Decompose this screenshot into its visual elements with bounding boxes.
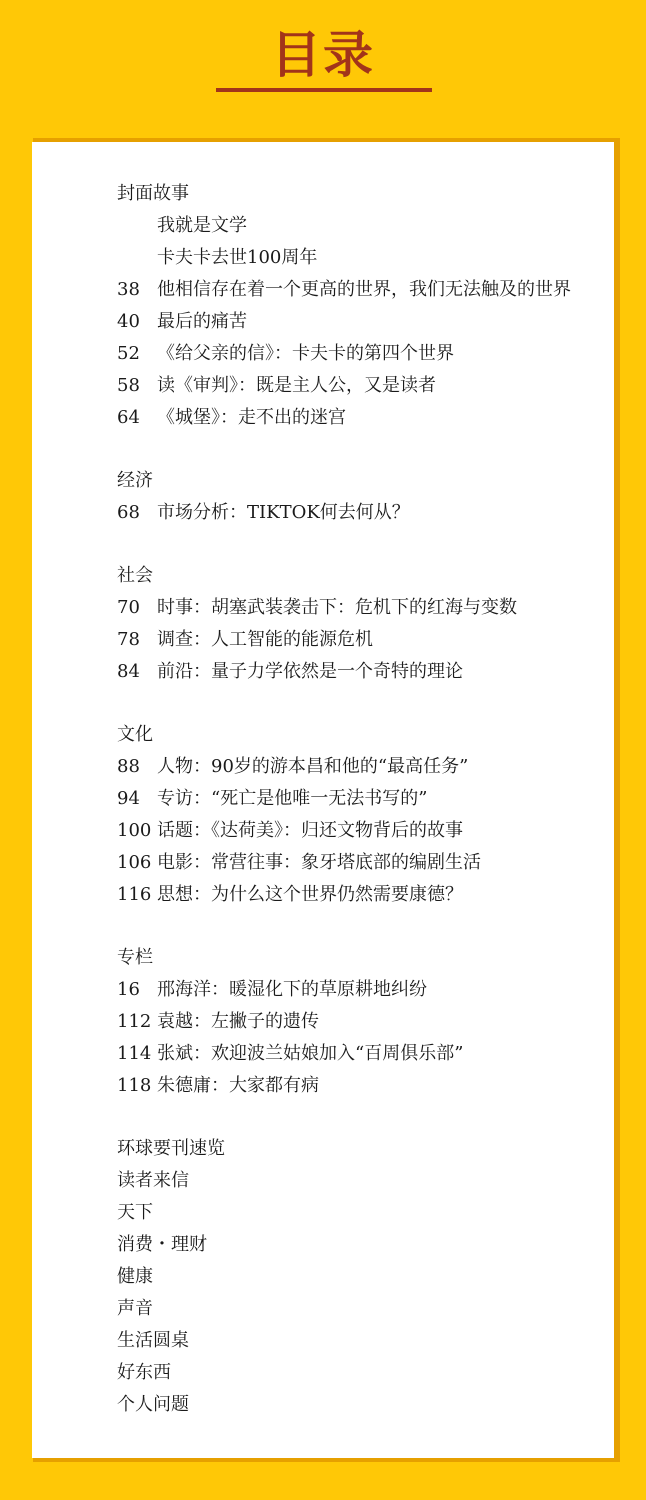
section-title: 封面故事	[117, 183, 189, 204]
department-item[interactable]: 声音	[117, 1298, 153, 1319]
entry-page-number: 100	[117, 820, 152, 841]
entry-page-number: 78	[117, 629, 140, 650]
toc-entry[interactable]	[117, 815, 646, 847]
entry-page-number: 16	[117, 979, 140, 1000]
section-gap	[117, 529, 646, 560]
section-gap	[117, 911, 646, 942]
entry-page-number: 68	[117, 502, 140, 523]
entry-title: 我就是文学	[157, 215, 247, 236]
toc-entry[interactable]	[117, 783, 646, 815]
department-item[interactable]: 环球要刊速览	[117, 1138, 225, 1159]
toc-section	[117, 560, 646, 688]
entry-title: 读《审判》：既是主人公，又是读者	[157, 375, 436, 396]
department-item[interactable]: 读者来信	[117, 1170, 189, 1191]
toc-entry[interactable]	[117, 656, 646, 688]
toc-entry[interactable]	[117, 624, 646, 656]
toc-entry[interactable]	[117, 242, 646, 274]
department-item[interactable]: 生活圆桌	[117, 1330, 189, 1351]
toc-entry[interactable]	[117, 338, 646, 370]
section-title: 经济	[117, 470, 153, 491]
toc-entry[interactable]	[117, 1038, 646, 1070]
entry-page-number: 40	[117, 311, 140, 332]
entry-title: 专访：“死亡是他唯一无法书写的”	[157, 788, 428, 809]
toc-section	[117, 719, 646, 911]
entry-page-number: 114	[117, 1043, 152, 1064]
entry-page-number	[117, 210, 157, 242]
toc-card	[32, 142, 614, 1458]
entry-page-number: 38	[117, 279, 140, 300]
toc-entry[interactable]	[117, 751, 646, 783]
toc-entry[interactable]	[117, 306, 646, 338]
entry-title: 调查：人工智能的能源危机	[157, 629, 373, 650]
toc-entry[interactable]	[117, 879, 646, 911]
toc-entry[interactable]	[117, 370, 646, 402]
entry-page-number: 84	[117, 661, 140, 682]
page-title: 目录	[271, 26, 375, 84]
department-item[interactable]: 健康	[117, 1266, 153, 1287]
department-item[interactable]: 天下	[117, 1202, 153, 1223]
entry-page-number: 106	[117, 852, 152, 873]
toc-entry[interactable]	[117, 402, 646, 434]
entry-title: 邢海洋：暖湿化下的草原耕地纠纷	[157, 979, 427, 1000]
department-item[interactable]: 好东西	[117, 1362, 171, 1383]
entry-title: 思想：为什么这个世界仍然需要康德？	[157, 884, 463, 905]
entry-page-number: 118	[117, 1075, 152, 1096]
toc-entry[interactable]	[117, 274, 646, 306]
departments-list	[117, 1133, 646, 1421]
entry-title: 时事：胡塞武装袭击下：危机下的红海与变数	[157, 597, 517, 618]
section-title: 专栏	[117, 947, 153, 968]
entry-page-number	[117, 242, 157, 274]
toc-entry[interactable]	[117, 1006, 646, 1038]
entry-page-number: 58	[117, 375, 140, 396]
entry-title: 电影：常营往事：象牙塔底部的编剧生活	[157, 852, 481, 873]
entry-page-number: 112	[117, 1011, 152, 1032]
entry-title: 人物：90岁的游本昌和他的“最高任务”	[157, 756, 469, 777]
department-item[interactable]: 消费・理财	[117, 1234, 207, 1255]
entry-title: 《城堡》：走不出的迷宫	[157, 407, 346, 428]
toc-entry[interactable]	[117, 592, 646, 624]
section-title: 社会	[117, 565, 153, 586]
section-gap	[117, 688, 646, 719]
table-of-contents	[117, 178, 646, 1421]
entry-page-number: 88	[117, 756, 140, 777]
section-gap	[117, 434, 646, 465]
toc-entry[interactable]	[117, 974, 646, 1006]
section-gap	[117, 1102, 646, 1133]
page-header	[0, 0, 646, 138]
entry-page-number: 116	[117, 884, 152, 905]
title-underline	[216, 88, 432, 92]
section-title: 文化	[117, 724, 153, 745]
entry-title: 朱德庸：大家都有病	[157, 1075, 319, 1096]
department-item[interactable]: 个人问题	[117, 1394, 189, 1415]
entry-title: 最后的痛苦	[157, 311, 247, 332]
entry-page-number: 70	[117, 597, 140, 618]
toc-entry[interactable]	[117, 1070, 646, 1102]
entry-title: 卡夫卡去世100周年	[157, 247, 318, 268]
entry-title: 前沿：量子力学依然是一个奇特的理论	[157, 661, 463, 682]
toc-entry[interactable]	[117, 497, 646, 529]
entry-title: 张斌：欢迎波兰姑娘加入“百周俱乐部”	[157, 1043, 464, 1064]
toc-section	[117, 178, 646, 434]
entry-title: 他相信存在着一个更高的世界，我们无法触及的世界	[157, 279, 571, 300]
entry-title: 袁越：左撇子的遗传	[157, 1011, 319, 1032]
toc-entry[interactable]	[117, 847, 646, 879]
entry-page-number: 64	[117, 407, 140, 428]
toc-entry[interactable]	[117, 210, 646, 242]
entry-page-number: 94	[117, 788, 140, 809]
toc-section	[117, 942, 646, 1102]
entry-title: 市场分析：TIKTOK何去何从？	[157, 502, 410, 523]
entry-page-number: 52	[117, 343, 140, 364]
entry-title: 《给父亲的信》：卡夫卡的第四个世界	[157, 343, 454, 364]
entry-title: 话题：《达荷美》：归还文物背后的故事	[157, 820, 463, 841]
toc-section	[117, 465, 646, 529]
